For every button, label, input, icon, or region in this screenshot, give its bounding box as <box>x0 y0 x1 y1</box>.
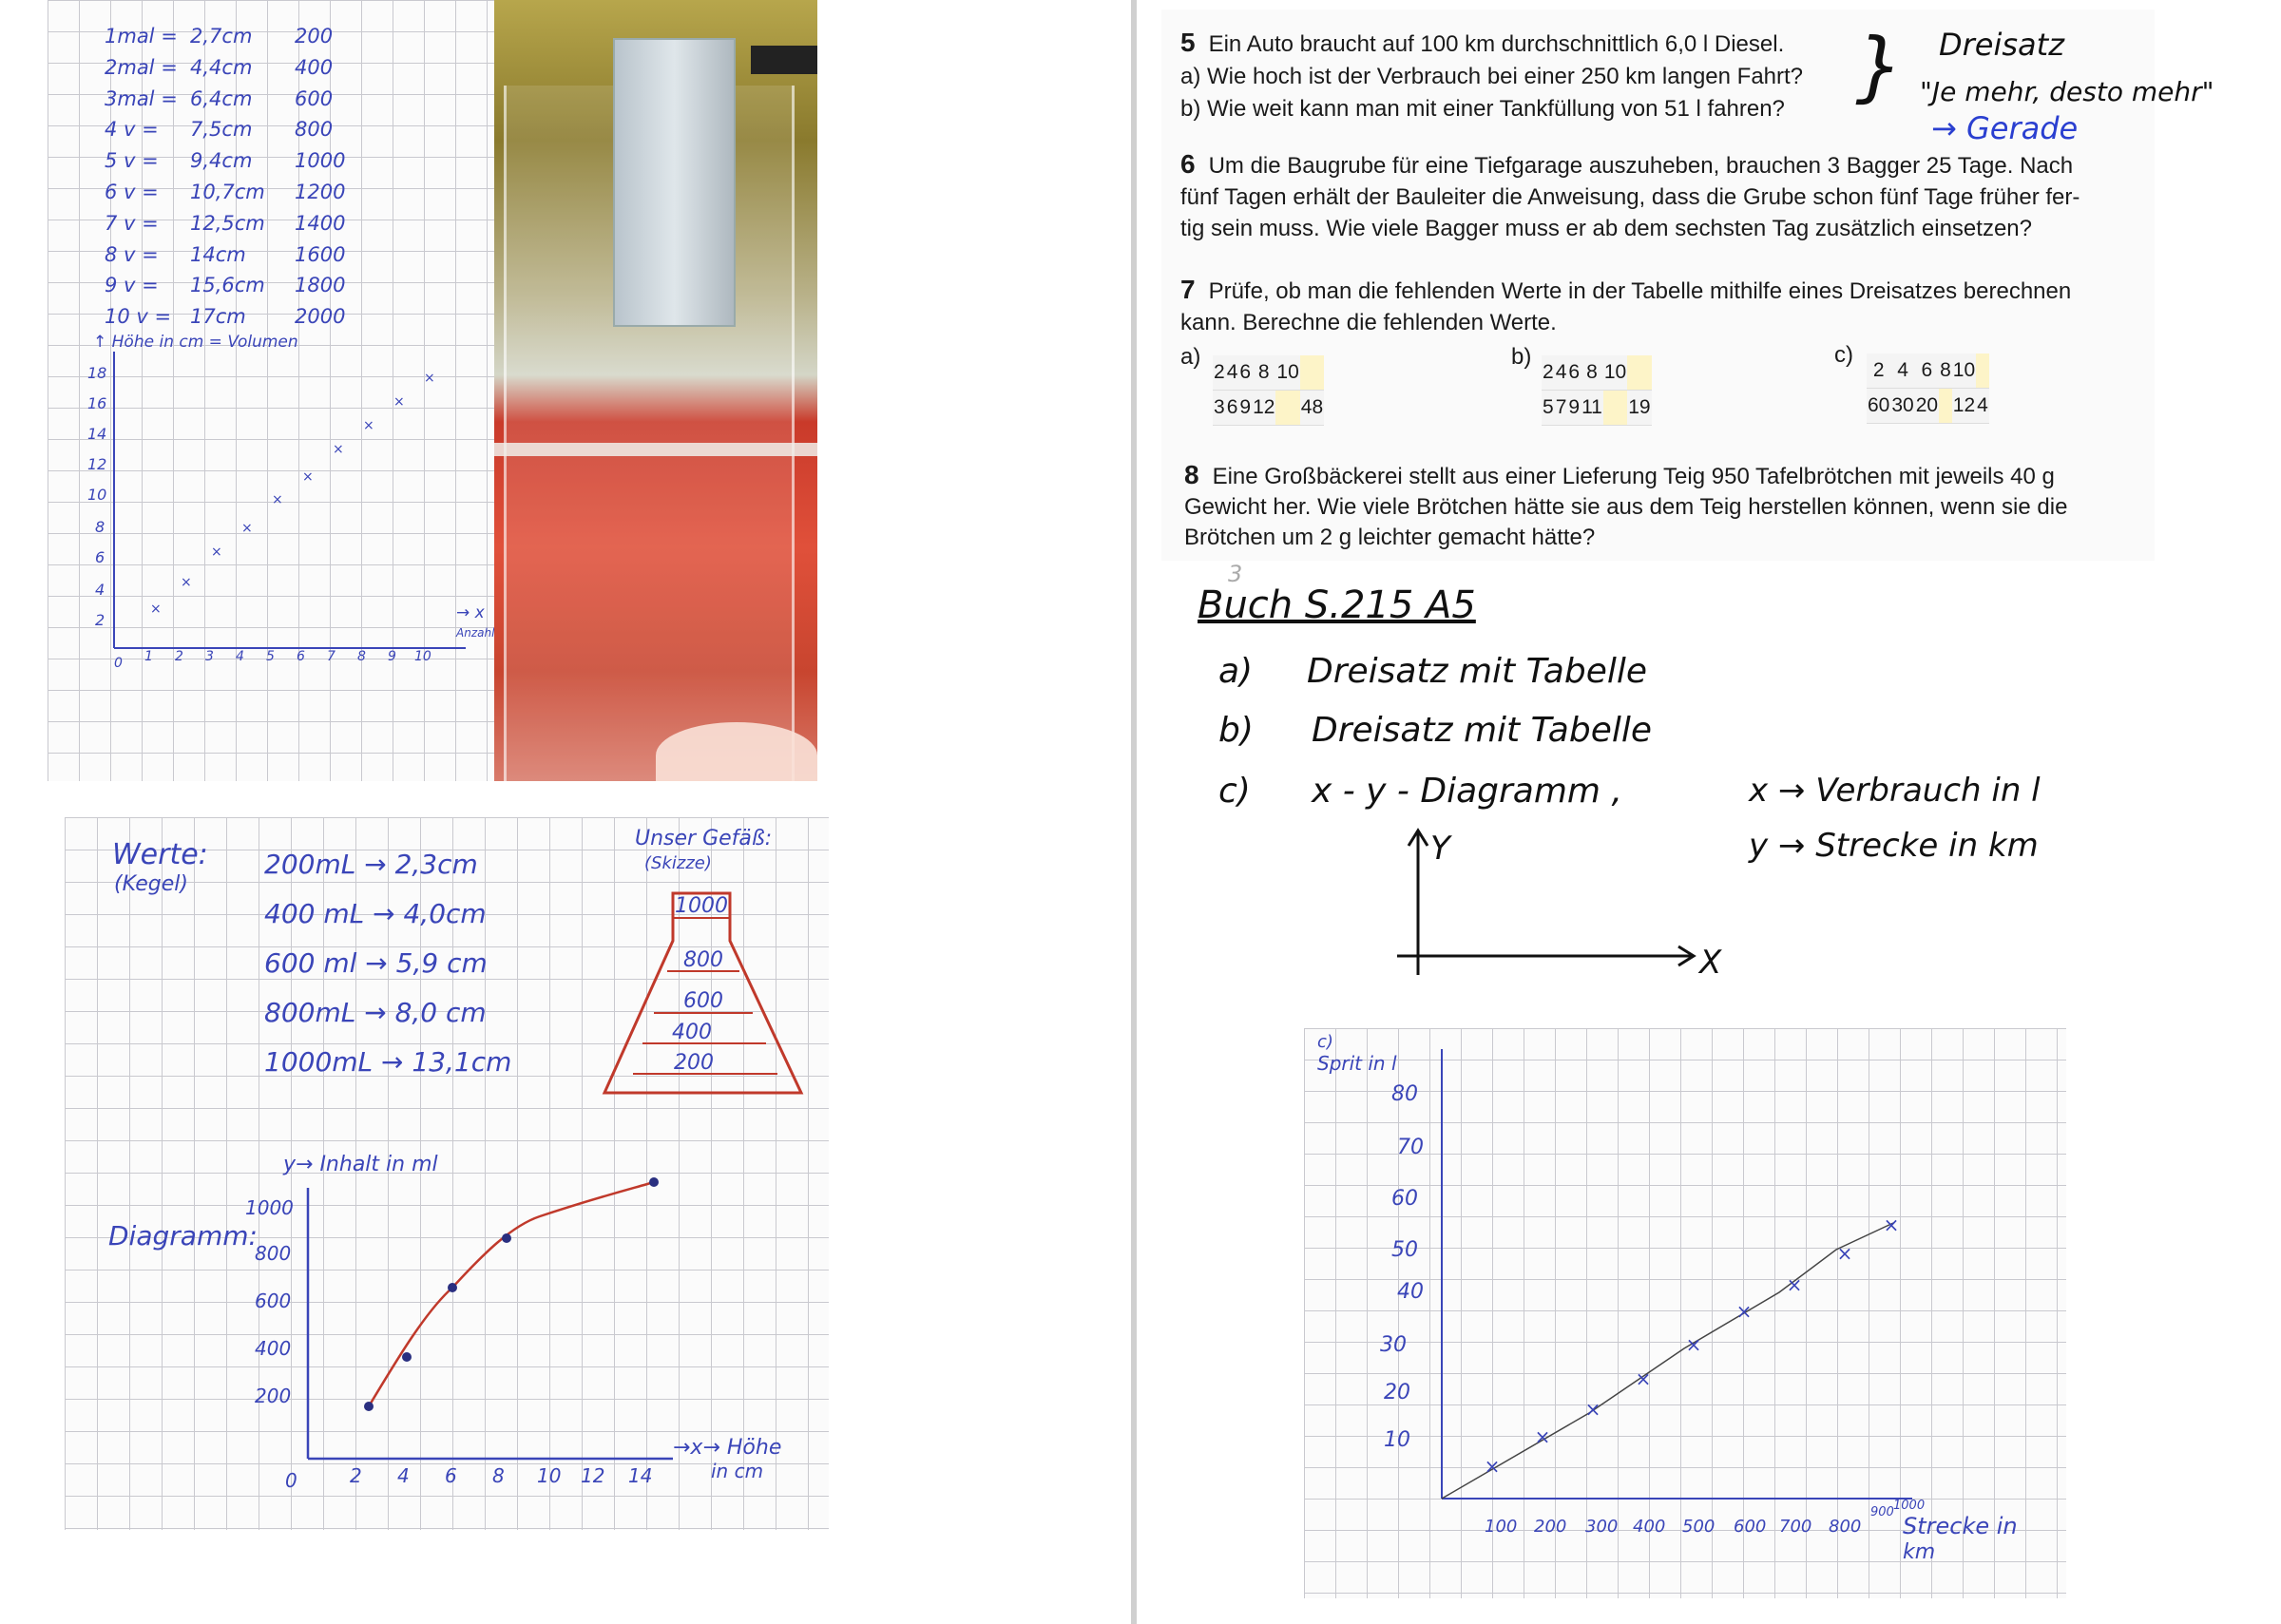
y-axis-label: y→ Inhalt in ml <box>283 1153 438 1176</box>
data-point: × <box>1685 1333 1702 1356</box>
data-point: × <box>1534 1425 1551 1448</box>
metal-plate <box>613 38 736 327</box>
data-point: × <box>363 418 374 433</box>
vessel-sketch <box>65 817 829 1530</box>
brace: } <box>1855 22 1904 110</box>
task-number: 5 <box>1180 28 1196 57</box>
data-point: × <box>424 371 435 386</box>
missing-cell <box>1627 355 1651 391</box>
data-point <box>502 1233 511 1243</box>
y-tick-label: 60 <box>1391 1187 1418 1211</box>
y-tick-label: 400 <box>255 1337 292 1360</box>
fuel-graph <box>1304 1028 2066 1598</box>
list-item: 600 ml → 5,9 cm <box>264 947 488 979</box>
notes-block <box>1169 561 2214 982</box>
cone-sheet <box>65 817 829 1530</box>
clamp <box>751 46 817 74</box>
data-point: × <box>272 492 283 507</box>
y-tick-labels <box>87 364 106 629</box>
handdrawn-plot <box>48 0 494 781</box>
y-tick-label: 20 <box>1384 1381 1410 1404</box>
x-tick-label: 400 <box>1633 1517 1666 1537</box>
table-row: 1mal = 2,7cm 200 <box>105 25 334 48</box>
data-point: × <box>333 442 344 457</box>
list-item: 800mL → 8,0 cm <box>264 997 487 1028</box>
y-axis-label: Sprit in l <box>1317 1052 1397 1075</box>
water-line <box>494 443 817 456</box>
x-tick-labels <box>1485 1499 1925 1537</box>
table-row: 2 4 6 8 10 <box>1542 355 1652 391</box>
y-tick-label: 200 <box>255 1385 292 1407</box>
task-7: 7 Prüfe, ob man die fehlenden Werte in der Tabelle mithilfe eines Dreisatzes berechnen kann. Berechne die fehlenden Werte. <box>1180 275 2072 335</box>
y-tick-label: 50 <box>1391 1238 1418 1262</box>
x-axis-label: Strecke in <box>1903 1513 2018 1539</box>
y-tick-labels <box>1380 1082 1424 1452</box>
x-tick-label: 9 <box>388 649 396 664</box>
y-tick-label: 8 <box>95 518 105 536</box>
table-row: 6 v = 10,7cm 1200 <box>105 180 346 203</box>
x-tick-label: 4 <box>397 1464 410 1487</box>
task-8: 8 Eine Großbäckerei stellt aus einer Lieferung Teig 950 Tafelbrötchen mit jeweils 40 g Gewicht her. Wie viele Brötchen hätte sie aus dem Teig herstellen können, wenn sie die Brötchen um 2 g leichter gemacht hätte? <box>1184 460 2068 550</box>
diagramm-label: Diagramm: <box>108 1220 258 1251</box>
y-tick-label: 80 <box>1391 1082 1418 1106</box>
data-point: × <box>1883 1213 1900 1236</box>
x-tick-label: 600 <box>1734 1517 1767 1537</box>
x-tick-label: 10 <box>414 649 431 664</box>
table-row: 10 v = 17cm 2000 <box>105 305 346 329</box>
je-mehr-note: "Je mehr, desto mehr" <box>1920 76 2214 107</box>
table-row: 5 v = 9,4cm 1000 <box>105 149 346 173</box>
y-tick-label: 16 <box>87 394 107 412</box>
table-row: 3mal = 6,4cm 600 <box>105 86 334 110</box>
note-c-label: c) <box>1218 772 1251 811</box>
y-tick-label: 800 <box>255 1242 292 1265</box>
note-c-text: x - y - Diagramm , <box>1312 772 1622 811</box>
corner-label: c) <box>1317 1032 1333 1052</box>
table-row: 9 v = 15,6cm 1800 <box>105 274 346 297</box>
data-point: × <box>393 394 405 410</box>
x-tick-label: 300 <box>1585 1517 1619 1537</box>
x-axis-sub: in cm <box>711 1460 764 1482</box>
vessel-mark: 1000 <box>675 894 728 918</box>
y-tick-label: 14 <box>87 425 107 443</box>
x-axis-label: → x <box>456 603 485 622</box>
table-row: 7 v = 12,5cm 1400 <box>105 211 346 235</box>
gefaess-title: Unser Gefäß: <box>635 827 773 850</box>
data-point: × <box>1836 1242 1853 1265</box>
y-tick-label: 10 <box>1384 1428 1410 1452</box>
x-tick-label: 4 <box>236 649 244 664</box>
measuring-cup <box>656 722 817 781</box>
data-point <box>649 1177 659 1187</box>
task-number: 6 <box>1180 149 1196 179</box>
y-tick-label: 40 <box>1397 1280 1424 1304</box>
x-tick-labels <box>285 1464 652 1492</box>
axis-y-label: Y <box>1430 830 1450 868</box>
data-point: × <box>241 521 253 536</box>
x-tick-label: 7 <box>327 649 335 664</box>
x-tick-label: 5 <box>266 649 275 664</box>
x-tick-label: 2 <box>175 649 183 664</box>
gerade-note: → Gerade <box>1931 110 2079 146</box>
missing-cell <box>1976 353 1989 389</box>
y-tick-label: 6 <box>95 548 105 566</box>
list-item: 400 mL → 4,0cm <box>264 898 487 929</box>
data-crosses <box>150 371 435 617</box>
photo-graph-and-tank <box>48 0 817 781</box>
table-row: 8 v = 14cm 1600 <box>105 242 346 266</box>
x-tick-label: 100 <box>1485 1517 1518 1537</box>
vessel-mark: 400 <box>672 1021 712 1044</box>
x-tick-label: 900 <box>1870 1505 1894 1519</box>
missing-cell <box>1603 391 1627 426</box>
x-tick-label: 12 <box>581 1464 605 1487</box>
table-row: 60 30 20 12 4 <box>1867 389 1989 424</box>
data-point <box>364 1402 374 1411</box>
x-tick-label: 10 <box>537 1464 562 1487</box>
y-tick-label: 4 <box>95 581 105 599</box>
data-point <box>448 1283 457 1292</box>
axis-caption: ↑ Höhe in cm = Volumen <box>93 333 298 352</box>
pencil-line <box>1442 1223 1893 1499</box>
x-axis-sub: Anzahl <box>456 626 494 640</box>
data-point: × <box>181 575 192 590</box>
axis-x-label: X <box>1699 944 1722 982</box>
task-number: 8 <box>1184 460 1199 489</box>
mini-axes <box>1378 813 1758 1003</box>
x-tick-label: 1000 <box>1893 1499 1926 1513</box>
note-b-text: Dreisatz mit Tabelle <box>1312 711 1652 750</box>
red-curve <box>369 1182 654 1406</box>
x-tick-label: 2 <box>350 1464 362 1487</box>
task-5: 5 Ein Auto braucht auf 100 km durchschnittlich 6,0 l Diesel. a) Wie hoch ist der Verbrauch bei einer 250 km langen Fahrt? b) Wie weit kann man mit einer Tankfüllung von 51 l fahren? <box>1180 28 1804 122</box>
table-row: 2 4 6 8 10 <box>1213 355 1324 391</box>
y-mapping: y → Strecke in km <box>1749 827 2039 865</box>
x-tick-label: 8 <box>357 649 366 664</box>
x-tick-label: 0 <box>114 656 123 671</box>
note-b-label: b) <box>1218 711 1254 750</box>
y-tick-label: 2 <box>95 611 105 629</box>
vessel-mark: 600 <box>683 989 723 1013</box>
book-excerpt: 5 Ein Auto braucht auf 100 km durchschnittlich 6,0 l Diesel. a) Wie hoch ist der Verbrauch bei einer 250 km langen Fahrt? b) Wie weit kann man mit einer Tankfüllung von 51 l fahren? 6 Um die Baugrube für eine Tiefgarage auszuheben, brauchen 3 Bagger 25 Tage. Nach fünf Tagen erhält der Bauleiter die Anweisung, dass die Grube schon fünf Tage früher fer- tig sein muss. Wie viele Bagger muss er ab dem sechsten Tag zusätzlich einsetzen? 7 Prüfe, ob man die fehlenden Werte in der Tabelle mithilfe eines Dreisatzes berechnen kann. Berechne die fehlenden Werte. a) 2 4 6 8 10 3 6 9 12 48 b) 2 4 6 8 10 5 7 9 11 19 c) 2 4 6 8 10 60 30 20 12 4 8 Eine Großbäckerei stellt aus einer Lieferung Teig 950 Tafelbrötchen mit jeweils 40 g Gewicht her. Wie viele Brötchen hätte sie aus dem Teig herstellen können, wenn sie die Brötchen um 2 g leichter gemacht hätte? <box>1161 10 2155 561</box>
note-a-text: Dreisatz mit Tabelle <box>1307 652 1647 691</box>
x-tick-labels <box>114 649 431 671</box>
x-tick-label: 1 <box>144 649 153 664</box>
missing-cell <box>1300 355 1324 391</box>
y-tick-label: 1000 <box>245 1196 294 1219</box>
missing-cell <box>1275 391 1299 426</box>
data-point: × <box>1584 1398 1601 1421</box>
y-tick-label: 10 <box>87 486 107 504</box>
x-tick-label: 6 <box>445 1464 457 1487</box>
table-row: 5 7 9 11 19 <box>1542 391 1652 426</box>
x-tick-label: 3 <box>205 649 214 664</box>
x-tick-label: 14 <box>628 1464 653 1487</box>
list-item: 200mL → 2,3cm <box>264 849 478 880</box>
werte-title: Werte: <box>112 838 208 871</box>
table-row: 2mal = 4,4cm 400 <box>105 55 334 79</box>
data-point: × <box>1635 1367 1652 1390</box>
table-row: 3 6 9 12 48 <box>1213 391 1324 426</box>
vessel-mark: 800 <box>683 948 723 972</box>
x-tick-label: 500 <box>1682 1517 1716 1537</box>
y-tick-label: 70 <box>1397 1136 1424 1159</box>
x-tick-label: 700 <box>1779 1517 1812 1537</box>
x-mapping: x → Verbrauch in l <box>1749 772 2041 810</box>
vessel-mark: 200 <box>674 1051 714 1075</box>
data-point: × <box>1484 1455 1501 1478</box>
data-point: × <box>211 545 222 560</box>
task-number: 7 <box>1180 275 1196 304</box>
notes-heading: Buch S.215 A5 <box>1198 583 1476 627</box>
data-point: × <box>150 602 162 617</box>
data-point: × <box>302 469 314 485</box>
y-tick-label: 30 <box>1380 1333 1407 1357</box>
small-mark: 3 <box>1228 561 1243 587</box>
data-crosses <box>1485 1213 1900 1478</box>
fuel-sheet <box>1304 1028 2066 1598</box>
x-tick-label: 200 <box>1534 1517 1567 1537</box>
x-axis-sub: km <box>1903 1540 1936 1564</box>
note-a-label: a) <box>1218 652 1254 691</box>
data-point: × <box>1735 1300 1753 1323</box>
list-item: 1000mL → 13,1cm <box>264 1046 512 1078</box>
werte-sub: (Kegel) <box>114 872 188 896</box>
table-row: 2 4 6 8 10 <box>1867 353 1989 389</box>
x-tick-label: 0 <box>285 1469 297 1492</box>
missing-cell <box>1939 389 1952 424</box>
data-point: × <box>1786 1273 1803 1296</box>
table-row: 4 v = 7,5cm 800 <box>105 118 334 142</box>
x-tick-label: 6 <box>297 649 305 664</box>
y-tick-label: 600 <box>255 1290 292 1312</box>
task-6: 6 Um die Baugrube für eine Tiefgarage auszuheben, brauchen 3 Bagger 25 Tage. Nach fünf Tagen erhält der Bauleiter die Anweisung, dass die Grube schon fünf Tage früher fer- tig sein muss. Wie viele Bagger muss er ab dem sechsten Tag zusätzlich einsetzen? <box>1180 149 2080 241</box>
x-axis-label: →x→ Höhe <box>673 1436 782 1460</box>
data-point <box>402 1352 412 1362</box>
y-tick-label: 18 <box>87 364 107 382</box>
dreisatz-note: Dreisatz <box>1939 27 2064 63</box>
y-tick-label: 12 <box>87 455 107 473</box>
gefaess-sub: (Skizze) <box>644 853 712 873</box>
x-tick-label: 8 <box>492 1464 505 1487</box>
page-divider <box>1131 0 1137 1624</box>
x-tick-label: 800 <box>1829 1517 1862 1537</box>
